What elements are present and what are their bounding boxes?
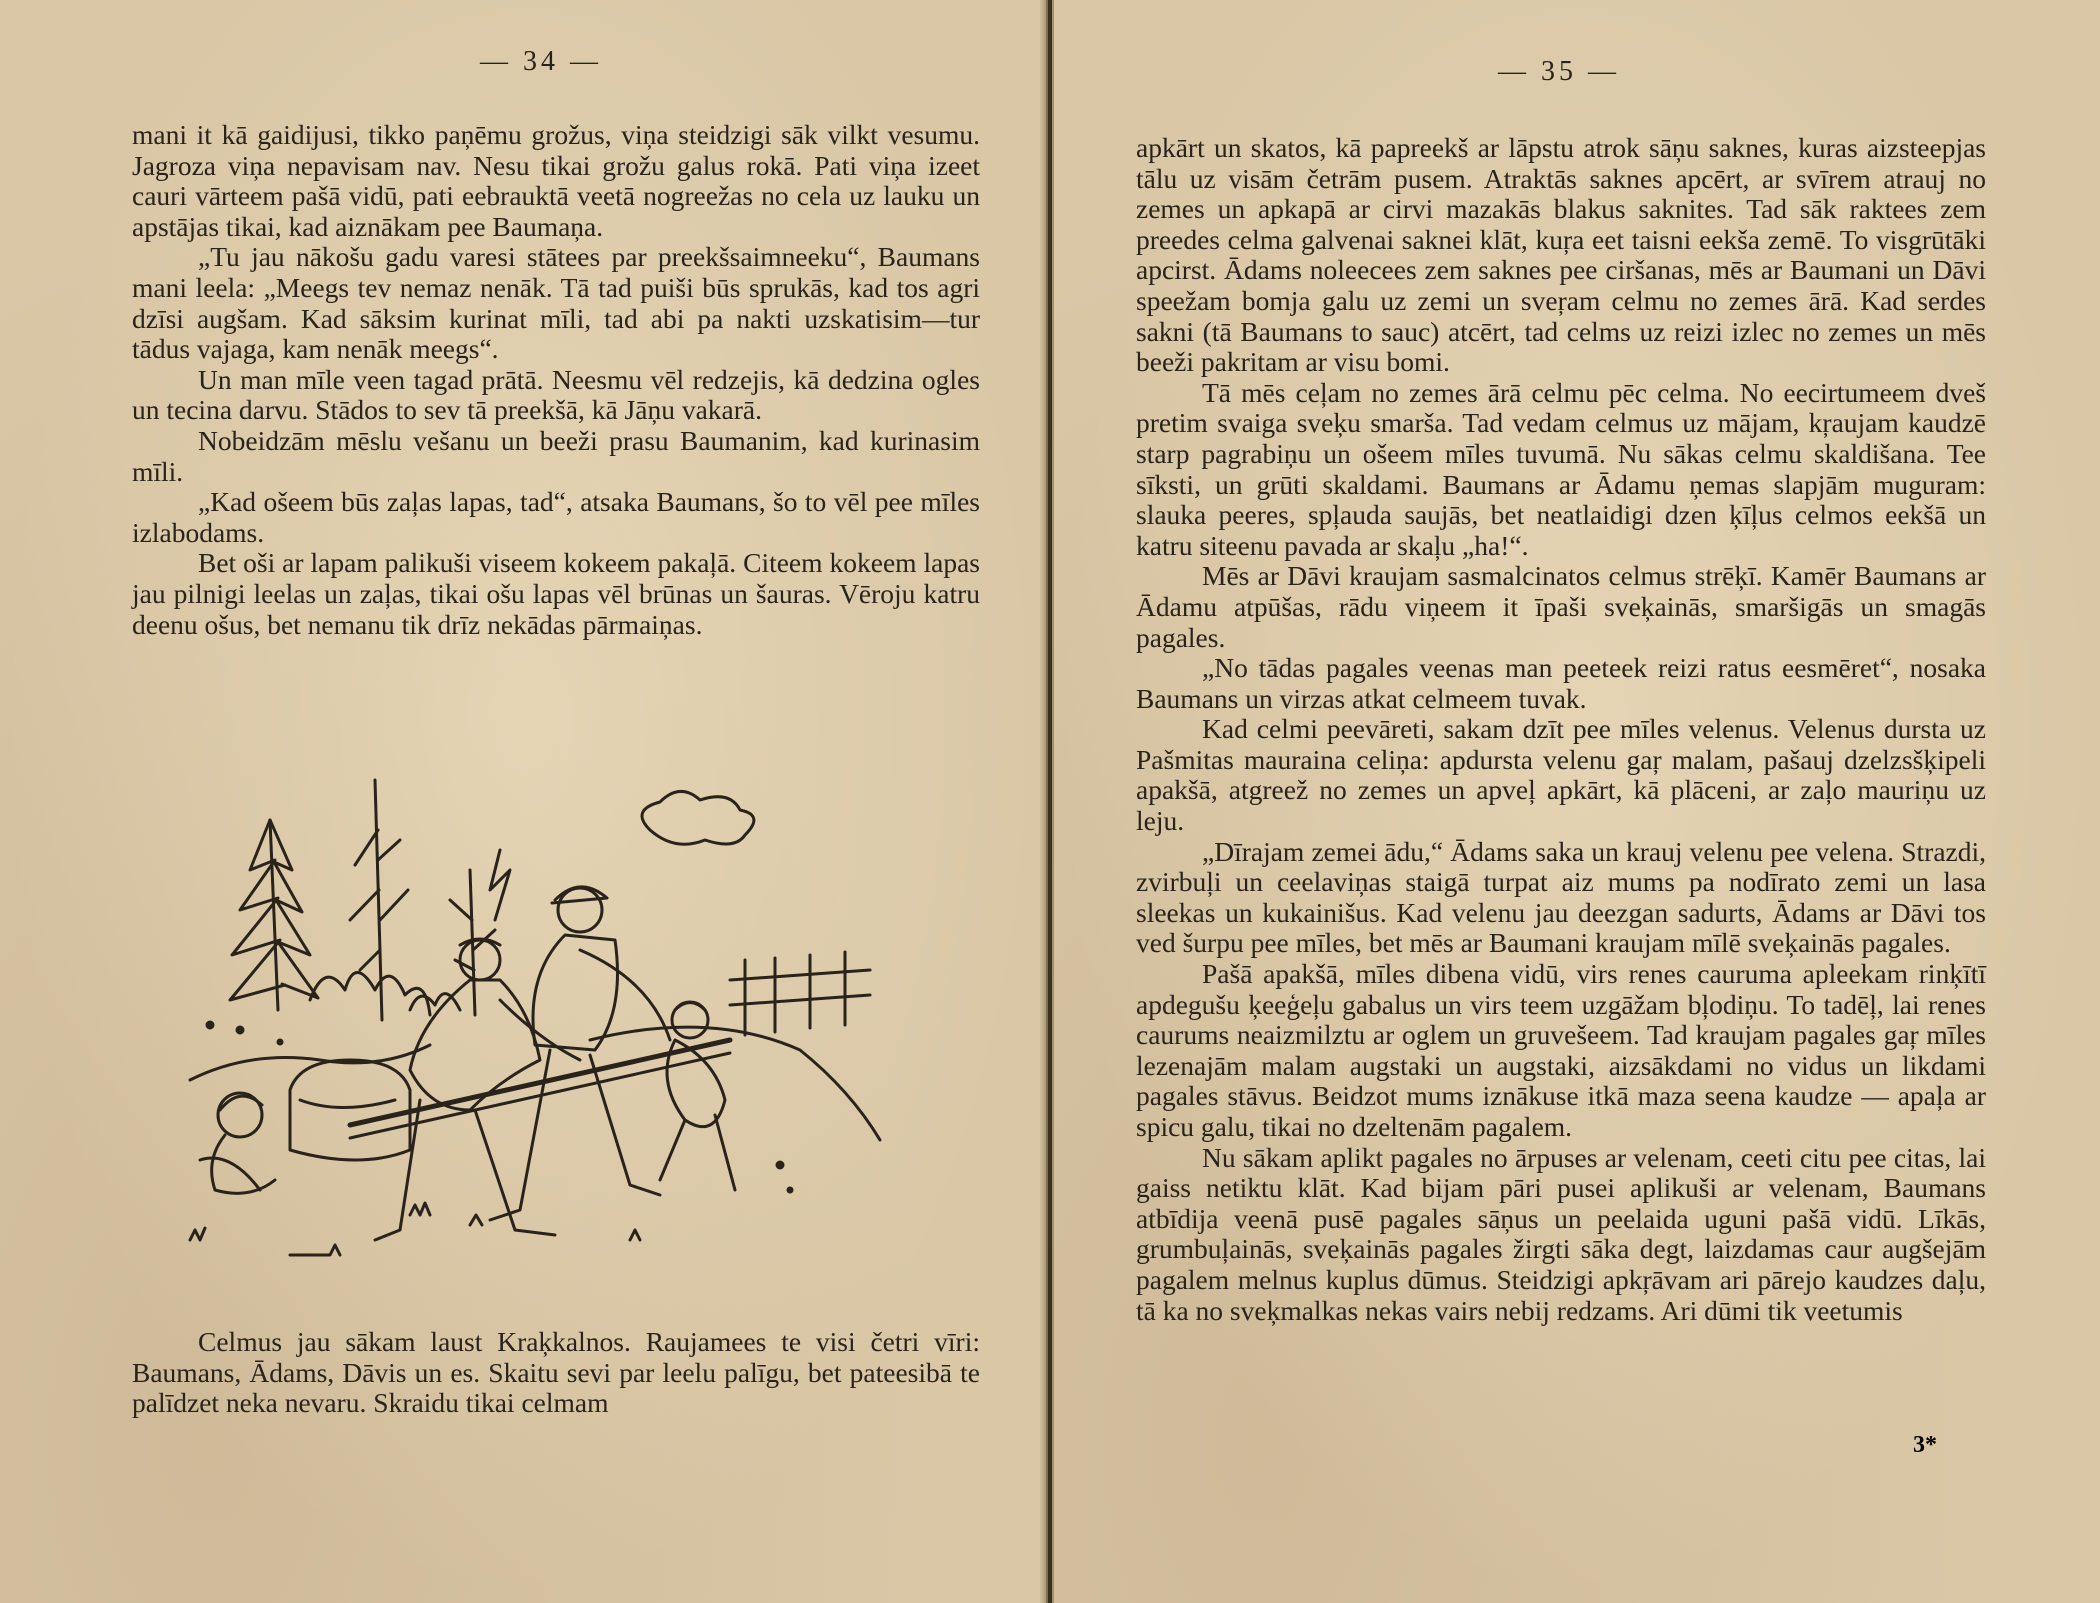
left-page-text-bottom <box>132 1327 980 1419</box>
page-number-left: — 34 — <box>480 46 602 77</box>
paragraph: mani it kā gaidijusi, tikko paņēmu grožus, viņa steidzigi sāk vilkt vesumu. Jagroza viņa nepavisam nav. Nesu tikai grožu galus rokā. Pati viņa izeet cauri vārteem pašā vidū, pati eebrauktā veetā nogreežas no cela uz lauku un apstājas tikai, kad aiznākam pee Baumaņa. <box>132 119 980 242</box>
fence-icon <box>730 952 870 1035</box>
signature-mark: 3* <box>1913 1432 1937 1458</box>
paragraph: Tā mēs ceļam no zemes ārā celmu pēc celma. No eecirtumeem dveš pretim svaiga sveķu smarša. Tad vedam celmus uz mājam, kŗaujam kaudzē starp pagrabiņu un ošeem mīles tuvumā. Nu sākas celmu skaldišana. Tee sīksti, un grūti skaldami. Baumans ar Ādamu ņemas slapjām muguram: slauka peeres, spļauda saujās, bet neatlaidigi dzen ķīļus celmos eekšā un katru siteenu pavada ar skaļu „ha!“. <box>1136 376 1986 561</box>
paragraph: apkārt un skatos, kā papreekš ar lāpstu atrok sāņu saknes, kuras aizsteepjas tālu uz visām četrām pusem. Atraktās saknes apcērt, ar svīrem atrauj no zemes un apkapā ar cirvi mazakās blakus saknites. Tad sāk raktees zem preedes celma galvenai saknei klāt, kuŗa eet taisni eekša zemē. To visgrūtāki apcirst. Ādams noleecees zem saknes pee ciršanas, mēs ar Baumani un Dāvi speežam bomja galu uz zemi un sveŗam celmu no zemes ārā. Kad serdes sakni (tā Baumans to sauc) atcērt, tad celms uz reizi izlec no zemes un mēs beeži pakritam ar visu bomi. <box>1136 132 1986 378</box>
paragraph: „Dīrajam zemei ādu,“ Ādams saka un krauj velenu pee velena. Strazdi, zvirbuļi un ceelaviņas staigā turpat aiz mums pa nodīrato zemi un lasa sleekas un kukainišus. Kad velenu jau deezgan sadurts, Ādams ar Dāvi tos ved šurpu pee mīles, bet mēs ar Baumani kraujam mīlē sveķainās pagales. <box>1136 835 1986 959</box>
paragraph: Nobeidzām mēslu vešanu un beeži prasu Baumanim, kad kurinasim mīli. <box>132 424 980 487</box>
paragraph: Un man mīle veen tagad prātā. Neesmu vēl redzejis, kā dedzina ogles un tecina darvu. Stādos to sev tā preekšā, kā Jāņu vakarā. <box>132 363 980 426</box>
paragraph: „Tu jau nākošu gadu varesi stātees par preekšsaimneeku“, Baumans mani leela: „Meegs tev nemaz nenāk. Tā tad puiši būs sprukās, kad tos agri dzīsi augšam. Kad sāksim kurinat mīli, tad abi pa nakti uzskatisim—tur tādus vajaga, kam nenāk meegs“. <box>132 241 980 365</box>
crouching-boy-figure <box>200 1093 275 1193</box>
page-number-right: — 35 — <box>1498 56 1620 87</box>
paragraph: „No tādas pagales veenas man peeteek reizi ratus eesmēret“, nosaka Baumans un virzas atkat celmeem tuvak. <box>1136 652 1986 714</box>
illustration-stump-pulling <box>170 770 930 1290</box>
paragraph: „Kad ošeem būs zaļas lapas, tad“, atsaka Baumans, šo to vēl pee mīles izlabodams. <box>132 486 980 548</box>
spruce-tree-icon <box>230 820 318 1010</box>
paragraph: Pašā apakšā, mīles dibena vidū, virs renes cauruma apleekam rinķītī apdegušu ķeeģeļu gabalus un virs teem uzgāžam bļodiņu. To tadēļ, lai renes caurums neaizmilztu ar oglem un gruvešeem. Tad kraujam pagales gaŗ mīles lezenajām malam augstaki un augstaki, aizsākdami no vidus un likdami pagales stāvus. Beidzot mums iznākuse itkā maza seena kaudze — apaļa ar spicu galu, tikai no dzeltenām pagalem. <box>1136 958 1986 1142</box>
paragraph: Mēs ar Dāvi kraujam sasmalcinatos celmus strēķī. Kamēr Baumans ar Ādamu atpūšas, rādu viņeem it īpaši sveķainās, smaršigās un smagās pagales. <box>1136 560 1986 653</box>
left-page <box>0 0 1048 1603</box>
man-pushing-pole-figure <box>375 939 580 1240</box>
paragraph: Nu sākam aplikt pagales no ārpuses ar velenam, ceeti citu pee citas, lai gaiss netiktu klāt. Kad bijam pāri pusei aplikuši ar velenam, Baumans atbīdija veenā pusē pagales sāņus un peelaida uguni pašā vidū. Līkās, grumbuļainās, sveķainās pagales žirgti sāka degt, laizdamas caur augšejām pagalem melnus kuplus dūmus. Steidzigi apkŗāvam ari pārejo kaudzes daļu, tā ka no sveķmalkas nekas vairs nebij redzams. Ari dūmi tik veetumis <box>1136 1141 1986 1326</box>
paragraph: Celmus jau sākam laust Kraķkalnos. Raujamees te visi četri vīri: Baumans, Ādams, Dāvis un es. Skaitu sevi par leelu palīgu, bet pateesibā te palīdzet neka nevaru. Skraidu tikai celmam <box>132 1326 980 1419</box>
paragraph: Bet oši ar lapam palikuši viseem kokeem pakaļā. Citeem kokeem lapas jau pilnigi leelas un zaļas, tikai ošu lapas vēl brūnas un šauras. Vēroju katru deenu ošus, bet nemanu tik drīz nekādas pārmaiņas. <box>132 547 980 640</box>
stump-icon <box>290 1060 410 1160</box>
left-page-text-top <box>132 120 980 640</box>
man-with-cap-figure <box>490 887 670 1220</box>
right-page-text <box>1136 133 1986 1326</box>
paragraph: Kad celmi peevāreti, sakam dzīt pee mīles velenus. Velenus dursta uz Pašmitas mauraina celiņa: apdursta velenu gaŗ malam, pašauj dzelzsšķipeli apakšā, atgreež no zemes un apveļ apkārt, kā plāceni, ar zaļo mauriņu uz leju. <box>1136 713 1986 837</box>
